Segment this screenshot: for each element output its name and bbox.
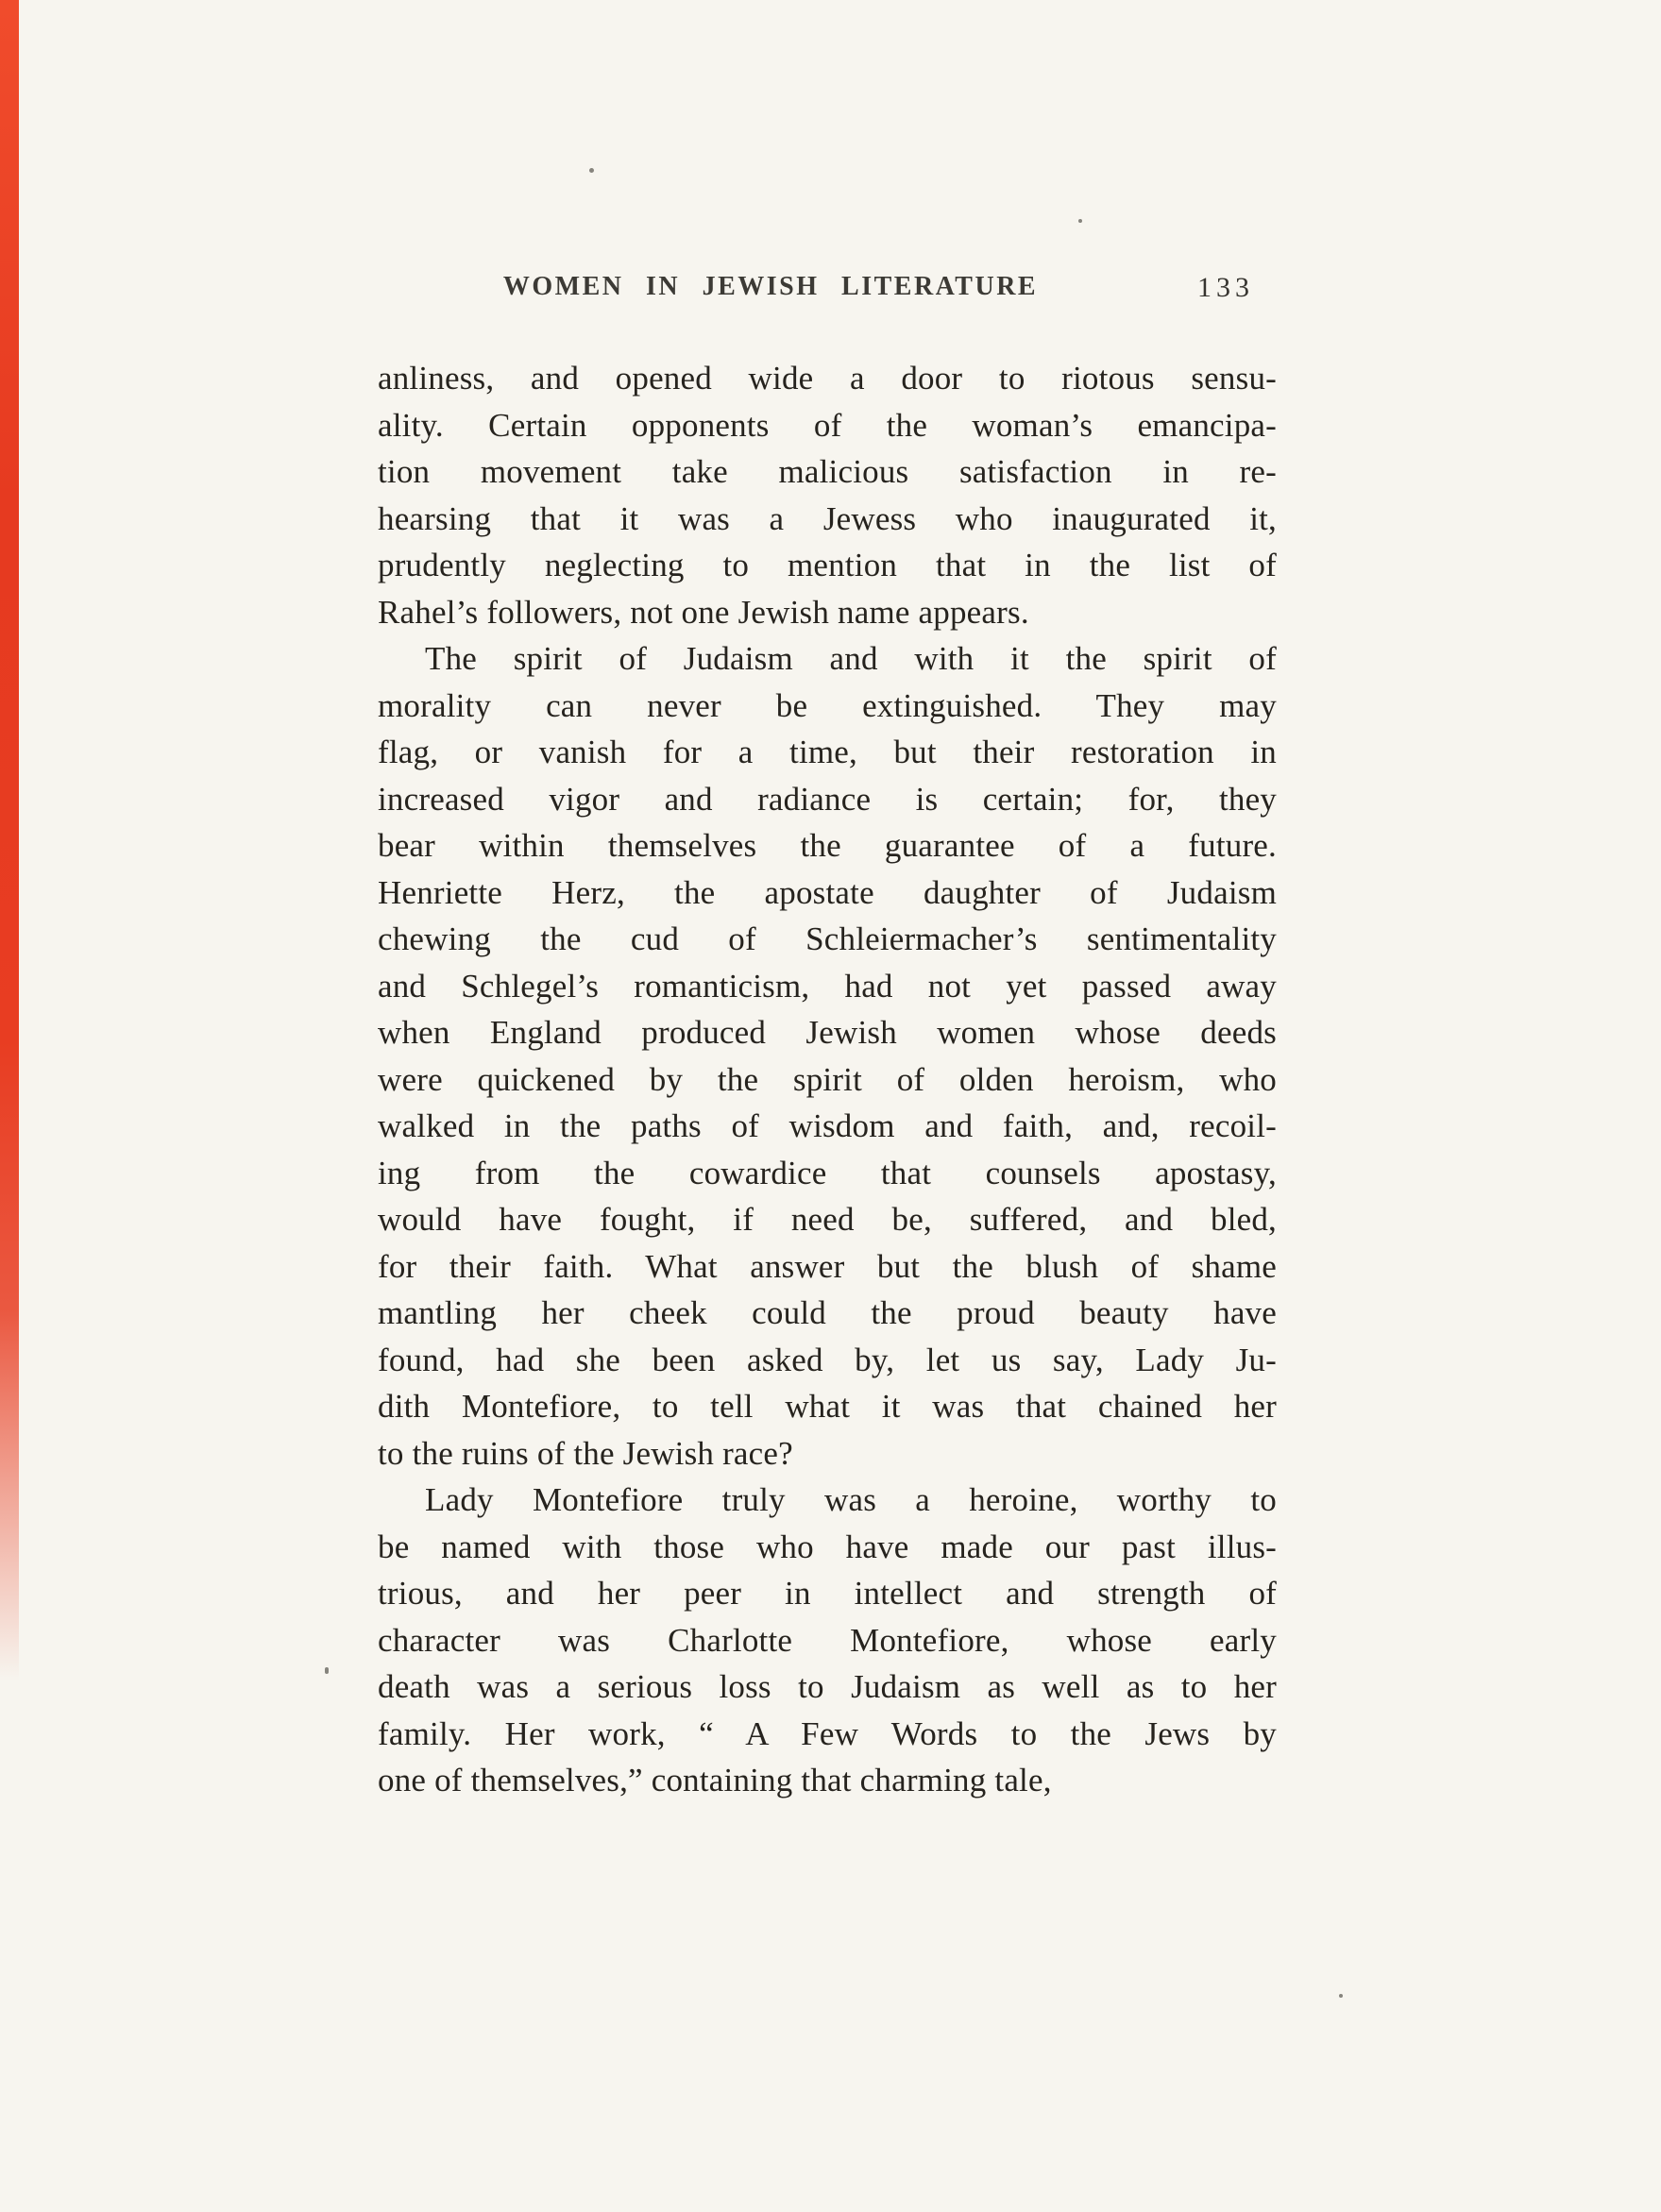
text-line: prudently neglecting to mention that in the list of <box>378 547 1277 583</box>
text-line: anliness, and opened wide a door to riotous sensu- <box>378 360 1277 397</box>
text-line: found, had she been asked by, let us say, Lady Ju- <box>378 1341 1277 1378</box>
text-block <box>378 355 1277 1804</box>
text-line: tion movement take malicious satisfaction in re- <box>378 453 1277 490</box>
page-number: 133 <box>1197 272 1254 303</box>
text-line: to the ruins of the Jewish race? <box>378 1434 793 1472</box>
text-line: Lady Montefiore truly was a heroine, worthy to <box>425 1481 1277 1518</box>
text-line: chewing the cud of Schleiermacher’s sentimentality <box>378 920 1277 957</box>
text-line: dith Montefiore, to tell what it was that chained her <box>378 1388 1277 1425</box>
text-line: death was a serious loss to Judaism as well as to her <box>378 1668 1277 1705</box>
text-line: trious, and her peer in intellect and strength of <box>378 1575 1277 1612</box>
text-line: be named with those who have made our past illus- <box>378 1528 1277 1565</box>
text-line: morality can never be extinguished. They may <box>378 686 1277 724</box>
text-line: bear within themselves the guarantee of a future. <box>378 827 1277 864</box>
text-line: flag, or vanish for a time, but their restoration in <box>378 734 1277 770</box>
text-line: Rahel’s followers, not one Jewish name appears. <box>378 593 1029 631</box>
text-line: character was Charlotte Montefiore, whose early <box>378 1621 1277 1659</box>
text-line: family. Her work, “ A Few Words to the Jews by <box>378 1714 1277 1752</box>
text-line: Henriette Herz, the apostate daughter of Judaism <box>378 873 1277 911</box>
text-line: walked in the paths of wisdom and faith, and, recoil- <box>378 1107 1277 1144</box>
scan-edge-strip <box>0 0 19 1680</box>
scan-speck <box>1339 1994 1343 1998</box>
text-line: were quickened by the spirit of olden heroism, who <box>378 1060 1277 1098</box>
text-line: hearsing that it was a Jewess who inaugurated it, <box>378 499 1277 537</box>
text-line: The spirit of Judaism and with it the spirit of <box>425 640 1277 677</box>
text-line: increased vigor and radiance is certain; for, they <box>378 780 1277 818</box>
text-line: for their faith. What answer but the blush of shame <box>378 1247 1277 1285</box>
text-line: ality. Certain opponents of the woman’s emancipa- <box>378 406 1277 444</box>
paragraph <box>378 355 1277 635</box>
text-line: and Schlegel’s romanticism, had not yet passed away <box>378 967 1277 1005</box>
page-header <box>378 272 1277 313</box>
text-line: mantling her cheek could the proud beauty have <box>378 1294 1277 1331</box>
scan-speck <box>325 1667 329 1674</box>
paragraph <box>378 635 1277 1477</box>
text-line: one of themselves,” containing that charming tale, <box>378 1762 1052 1798</box>
scan-speck <box>1078 219 1082 223</box>
scan-speck <box>589 168 594 173</box>
text-line: when England produced Jewish women whose deeds <box>378 1014 1277 1051</box>
paragraph <box>378 1477 1277 1804</box>
running-head-title: WOMEN IN JEWISH LITERATURE <box>502 272 1039 301</box>
text-line: would have fought, if need be, suffered, and bled, <box>378 1201 1277 1238</box>
text-line: ing from the cowardice that counsels apostasy, <box>378 1154 1277 1191</box>
